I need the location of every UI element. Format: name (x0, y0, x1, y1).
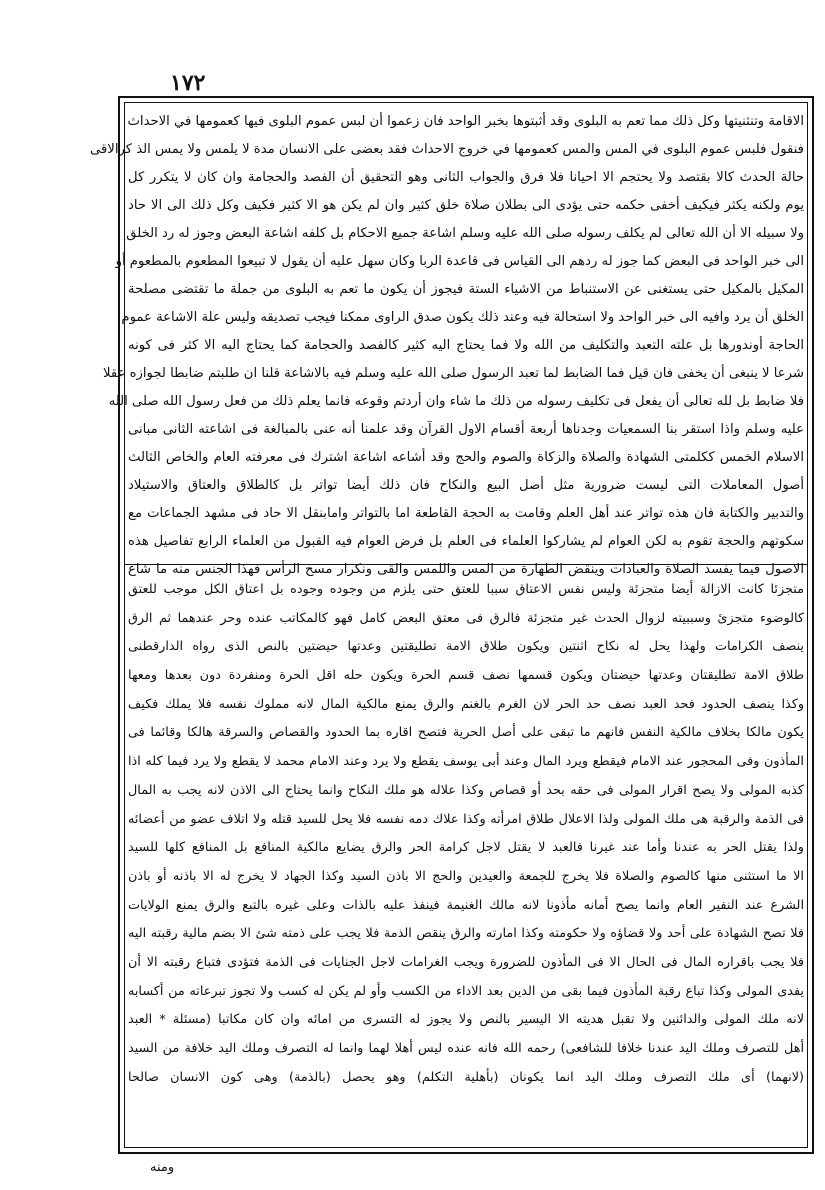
commentary-line: ينصف الكرامات ولهذا يحل له نكاح اثنتين ويكون طلاق الامة تطليقتين وعدتها حيضتين بالنص الذى رواه الدارقطنى (128, 639, 804, 655)
commentary-line: فلا يجب باقراره المال فى الحال الا فى المأذون للضرورة ويجب الغرامات لاجل الجنايات فى الذمة فتؤدى فتباع رقبته الا أن (128, 954, 804, 970)
main-text-line: ولا سبيله الا أن الله تعالى لم يكلف رسوله صلى الله عليه وسلم اشاعة جميع الاحكام بل كلفه اشاعة البعض وجوز له رد الخلق (126, 226, 804, 241)
main-text-block (90, 108, 804, 577)
main-text-line: الحاجة أوندورها بل علته التعبد والتكليف من الله ولا فما يحتاج اليه كثير كالفصد والحجامة كما يحتاج اليه الا كثر فى كونه (128, 338, 804, 353)
commentary-line: (لانهما) أى ملك التصرف وملك اليد انما يكونان (بأهلية التكلم) وهو يحصل (بالذمة) وهى كون الانسان صالحا (128, 1069, 804, 1085)
commentary-line: أهل للتصرف وملك اليد عندنا خلافا للشافعى) رحمه الله فانه عنده ليس أهلا لهما وانما له التصرف وملك اليد خلافة من السيد (128, 1041, 804, 1056)
commentary-line: فى الذمة والرقبة هى ملك المولى ولذا الاعلال طلاق امرأته وكذا علاك دمه نفسه فلا يحل للسيد قتله ولا اتلاف عضو من أعضائه (128, 811, 804, 827)
main-text-line: شرعا لا ينبغى أن يخفى فان قيل فما الضابط لما تعبد الرسول صلى الله عليه وسلم فيه بالاشاعة قلنا ان طلبتم ضابطا لجوازه عقلا (103, 366, 804, 381)
commentary-line: كالوضوء متجزئ وسببيته لزوال الحدث غير متجزئة فالرق فى معتق البعض كامل فهو كالمكاتب عنده وحر عندهما ثم الرق (128, 610, 804, 626)
commentary-line: المأذون وفى المحجور عند الامام فيقطع ويرد المال وعند أبى يوسف يقطع ولا يرد وعند الامام محمد لا يقطع ولا يرد فيما كله اذا (128, 754, 804, 770)
main-text-line: يوم ولكنه يكثر فيكيف أخفى حكمه حتى يؤدى الى بطلان صلاة خلق كثير وان لم يكن هو الا كثير فكيف وكل ذلك الى الا حاد (128, 198, 804, 213)
commentary-line: فلا تصح الشهادة على أحد ولا قضاؤه ولا حكومته وكذا امارته والرق ينقص الذمة فلا يجب على ذمته شئ الا بضم مالية رقبته اليه (128, 926, 804, 942)
commentary-line: طلاق الامة تطليقتان وعدتها حيضتان ويكون قسمها نصف قسم الحرة ويكون حله اقل الحرة ومنفردة دون بعدها ومعها (128, 668, 804, 684)
commentary-text-block (128, 576, 804, 1096)
main-text-line: المكيل بالمكيل حتى يستغنى عن الاستنباط من الاشياء الستة فيجوز أن يكون ما تعم به البلوى من جملة ما تقتضى مصلحة (128, 282, 804, 297)
commentary-line: متجزئا كانت الازالة أيضا متجزئة وليس نفس الاعتاق سببا للعتق حتى يلزم من وجوده وجوده بل اعتاق الكل موجب للعتق (128, 582, 804, 597)
main-text-line: حالة الحدث كالا بقتصد ولا يحتجم الا احيانا فلا فرق والجواب الثانى وهو التحقيق أن الفصد والحجامة وان كان لا يتكرر كل (128, 170, 804, 185)
main-text-line: أصول المعاملات التى ليست ضرورية مثل أصل البيع والنكاح فان ذلك أيضا تواتر بل كالطلاق والعتاق والاستيلاد (128, 478, 804, 493)
main-text-line: الاصول فيما يفسد الصلاة والعبادات وينقض الطهارة من المس واللمس والقى ونكرار مسح الرأس فهذا الجنس منه ما شاع (128, 562, 804, 577)
commentary-line: يكون مالكا بخلاف مالكية النفس فانهم ما تبقى على أصل الحرية فتصح اقاره بما الحدود والقصاص والسرقة هالكا وقائما فى (128, 725, 804, 741)
commentary-line: يفدى المولى وكذا تباع رقبة المأذون فيما بقى من الدين بعد الاداء من الكسب وأو لم يكن له كسب ولا تجوز تبرعاته من أكسابه (128, 983, 804, 999)
catchword: ومنه (150, 1160, 175, 1175)
main-text-line: سكوتهم والحجة تقوم به لكن العوام لم يشاركوا العلماء فى العلم بل فرض العوام فيه القبول من العلماء الرابع تفاصيل هذه (128, 534, 804, 549)
commentary-line: لانه ملك المولى والدائنين ولا تقبل هديته الا اليسير بالنص ولا يجوز له التسرى من امائه وان كان مكاتبا (مسئلة * العبد (128, 1012, 804, 1028)
main-text-line: عليه وسلم واذا استقر بنا السمعيات وجدناها أربعة أقسام الاول القرآن وقد علمنا أنه عنى بالمبالغة فى اشاعته الثانى مبانى (128, 422, 804, 437)
main-text-line: فنقول فلبس عموم البلوى في المس والمس كعمومها في خروج الاحداث فقد بعضى على الانسان مدة لا يلمس ولا يمس الذ كرالاقى (90, 142, 804, 157)
commentary-line: ولذا يقتل الحر به عندنا وأما عند غيرنا فالعبد لا يقتل لاجل كرامة الحر والرق يضايع مالكية المنافع بل المنافع كلها للسيد (128, 840, 804, 856)
main-text-line: الخلق أن يرد وافيه الى خبر الواحد ولا استحالة فيه وعند ذلك يكون صدق الراوى ممكنا فيجب تصديقه وليس علة الاشاعة عموم (121, 310, 804, 325)
main-text-line: فلا ضابط بل لله تعالى أن يفعل فى تكليف رسوله من ذلك ما شاء وان أردتم وقوعه فانما يعلم ذلك من فعل رسول الله صلى الله (108, 394, 804, 409)
commentary-line: وكذا ينصف الحدود فحد العبد نصف حد الحر لان الغرم بالغنم والرق يمنع مالكية المال لانه مملوك نفسه فلا يملك فكيف (128, 696, 804, 712)
main-text-line: والتدبير والكتابة فان هذه تواتر عند أهل العلم وقامت به الحجة القاطعة اما بالتواتر وامابنقل الا حاد فى مشهد الجماعات مع (128, 506, 804, 521)
commentary-line: الا ما استثنى منها كالصوم والصلاة فلا يخرج للجمعة والعيدين والحج الا باذن السيد وكذا الجهاد لا يخرج له الا باذنه أو باذن (128, 868, 804, 884)
main-text-line: الى خبر الواحد فى البعض كما جوز له ردهم الى القياس فى قاعدة الربا وكان سهل عليه أن يقول لا تبيعوا المطعوم بالمطعوم أو (115, 254, 804, 269)
main-text-line: الاقامة وتنثنيتها وكل ذلك مما تعم به البلوى وقد أثبتوها بخبر الواحد فان زعموا أن لبس عموم البلوى فيها كعمومها في الاحداث (127, 114, 804, 129)
main-text-line: الاسلام الخمس ككلمتى الشهادة والصلاة والزكاة والصوم والحج وقد أشاعه اشاعة اشترك فى معرفته العام والخاص الثالث (128, 450, 804, 465)
section-divider (124, 564, 808, 565)
page-number: ١٧٢ (170, 70, 206, 96)
commentary-line: الشرع عند النفير العام وانما يصح أمانه مأذونا لانه مالك الغنيمة فينفذ عليه بالذات وعلى غيره بالتبع والرق يمنع الولايات (128, 897, 804, 913)
commentary-line: كذبه المولى ولا يصح اقرار المولى فى حقه بحد أو قصاص وكذا علاله هو ملك النكاح وانما يحتاج الى الاذن لانه يجب به المال (128, 782, 804, 798)
